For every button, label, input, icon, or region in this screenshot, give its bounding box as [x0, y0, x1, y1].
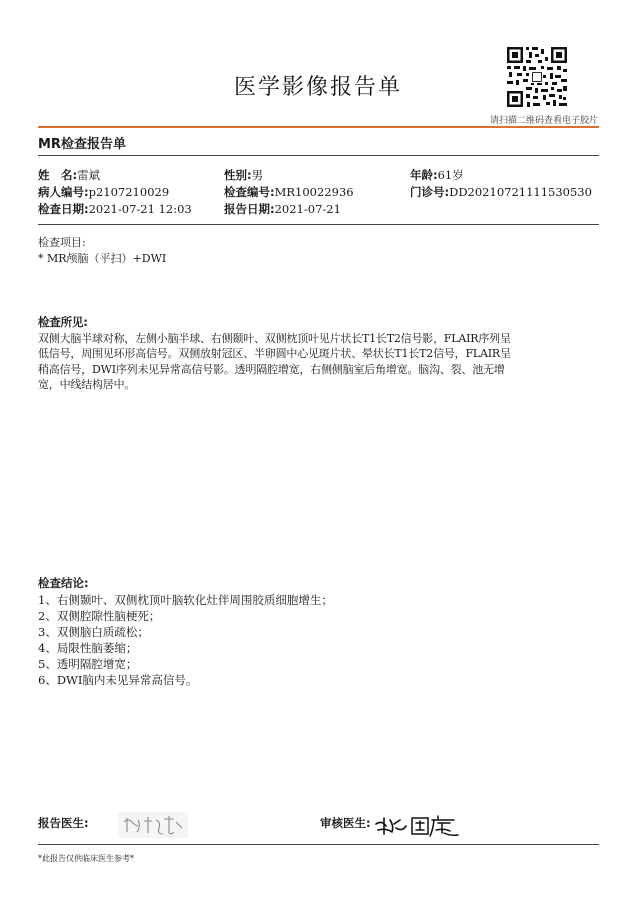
reporter-label: 报告医生:: [38, 816, 89, 830]
name-value: 雷斌: [77, 168, 101, 182]
exam-number: [224, 184, 354, 200]
qr-caption: 请扫描二维码查看电子胶片: [489, 116, 598, 126]
patient-sex: [224, 167, 263, 183]
patient-name: [38, 167, 100, 183]
conclusion-section: [38, 576, 603, 688]
conclusion-heading: 检查结论:: [38, 576, 89, 590]
clinic-no-label: 门诊号:: [410, 185, 450, 199]
report-date: [224, 201, 341, 217]
patient-id-value: p2107210029: [88, 185, 170, 199]
qr-code[interactable]: [505, 45, 569, 109]
findings-heading: 检查所见:: [38, 315, 88, 329]
accent-divider: [38, 126, 599, 128]
header-divider: [38, 155, 599, 156]
info-divider: [38, 224, 599, 225]
exam-items-heading: 检查项目:: [38, 236, 86, 249]
signature-divider: [38, 844, 599, 845]
exam-date-label: 检查日期:: [38, 202, 89, 216]
exam-no-label: 检查编号:: [224, 185, 275, 199]
findings-line: 双侧大脑半球对称，左侧小脑半球、右侧颞叶、双侧枕顶叶见片状长T1长T2信号影，FLAIR序列呈: [38, 331, 511, 345]
conclusion-item: 2、双侧腔隙性脑梗死；: [38, 608, 161, 623]
clinic-number: [410, 184, 592, 200]
exam-date: [38, 201, 192, 217]
report-date-value: 2021-07-21: [274, 202, 341, 216]
findings-line: 宽，中线结构居中。: [38, 378, 136, 391]
exam-items-section: [38, 235, 603, 266]
exam-date-value: 2021-07-21 12:03: [88, 202, 192, 216]
reviewer-label: 审核医生:: [320, 816, 371, 830]
exam-no-value: MR10022936: [274, 185, 354, 199]
report-date-label: 报告日期:: [224, 202, 275, 216]
footer-note: *此报告仅供临床医生参考*: [38, 854, 134, 863]
exam-item: * MR颅脑（平扫）+DWI: [38, 251, 167, 265]
patient-id: [38, 184, 169, 200]
sex-value: 男: [251, 168, 264, 182]
conclusion-item: 3、双侧脑白质疏松；: [38, 624, 149, 639]
name-label: 姓 名:: [38, 168, 78, 182]
reporter-signature: [118, 812, 188, 838]
conclusion-item: 4、局限性脑萎缩；: [38, 640, 138, 655]
conclusion-item: 1、右侧颞叶、双侧枕顶叶脑软化灶伴周围胶质细胞增生；: [38, 592, 333, 607]
report-title: 医学影像报告单: [233, 75, 402, 100]
patient-age: [410, 167, 464, 183]
findings-line: 稍高信号，DWI序列未见异常高信号影。透明隔腔增宽，右侧侧脑室后角增宽。脑沟、裂、池无增: [38, 362, 505, 376]
section-title: MR检查报告单: [38, 137, 126, 152]
conclusion-item: 5、透明隔腔增宽；: [38, 656, 138, 671]
conclusion-item: 6、DWI脑内未见异常高信号。: [38, 672, 198, 687]
findings-line: 低信号，周围见环形高信号。双侧放射冠区、半卵圆中心见斑片状、晕状长T1长T2信号，FLAIR呈: [38, 347, 511, 360]
clinic-no-value: DD20210721111530530: [449, 185, 592, 199]
sex-label: 性别:: [224, 168, 252, 182]
patient-id-label: 病人编号:: [38, 185, 89, 199]
reviewer-signature: [372, 810, 466, 840]
age-value: 61岁: [437, 168, 464, 182]
age-label: 年龄:: [410, 168, 438, 182]
findings-section: [38, 315, 603, 393]
